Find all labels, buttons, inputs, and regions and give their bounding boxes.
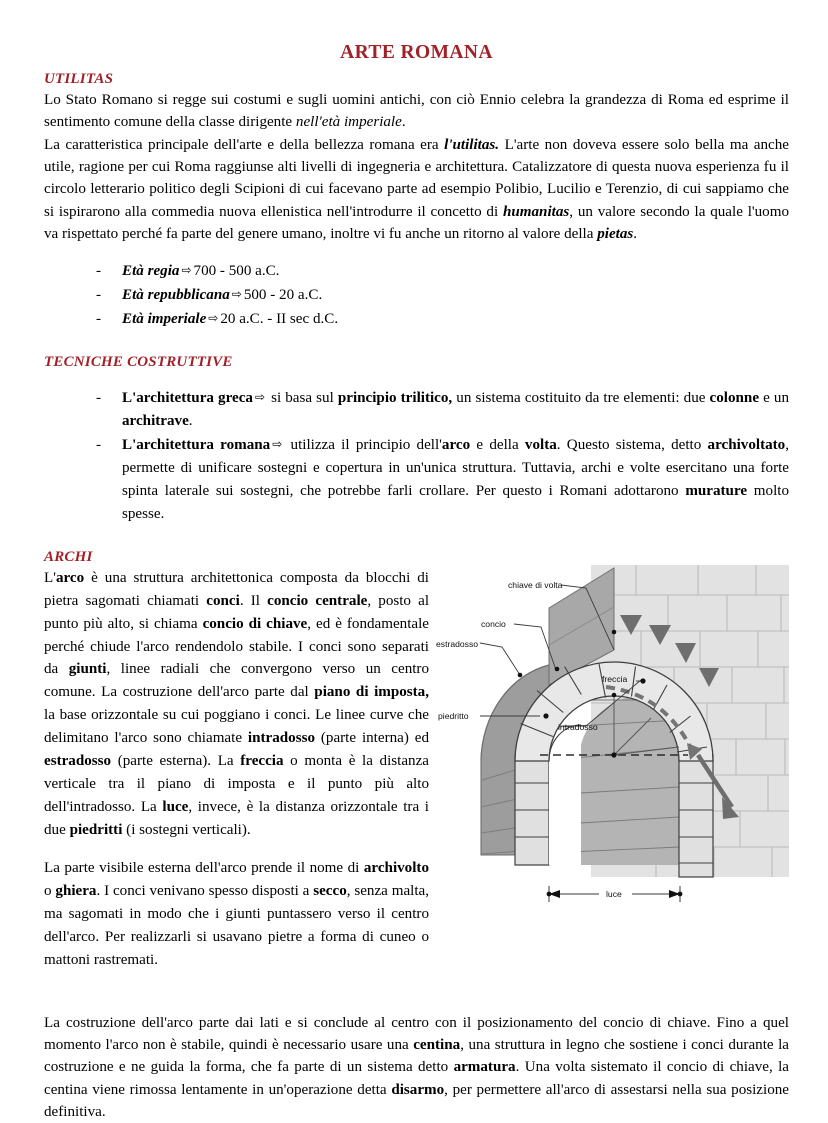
term-centina: centina [413, 1037, 461, 1053]
archi-p2-d: , senza malta, ma sagomati in modo che i giunti puntassero verso il centro dell'arco. Per realizzarli si usavano pietre a forma di cuneo o mattoni rastremati. [44, 882, 430, 968]
utilitas-term-humanitas: humanitas [502, 203, 570, 220]
romana-t2: e della [470, 436, 525, 453]
greca-t3: e un [759, 390, 789, 407]
list-item [96, 308, 789, 331]
closing-d: , per permettere all'arco di assestarsi nella sua posizione definitiva. [44, 1081, 789, 1120]
term-ghiera: ghiera [55, 882, 97, 899]
greca-b3: architrave [122, 413, 189, 430]
arrow-icon: ⇨ [231, 287, 242, 302]
romana-t4: , permette di unificare sostegni e copertura in un'unica struttura. Tuttavia, archi e volte esercitano una forte spinta laterale sui sostegni, che potrebbe farli crollare. Per questo i Romani adottarono [122, 436, 789, 499]
archi-p2-c: . I conci venivano spesso disposti a [96, 882, 314, 899]
greca-t1: si basa sul [267, 390, 338, 407]
term-disarmo: disarmo [391, 1081, 445, 1098]
architettura-romana-term: L'architettura romana [122, 436, 271, 453]
utilitas-paragraph-1 [44, 89, 789, 134]
utilitas-p1-end: . [401, 114, 406, 131]
greca-t2: un sistema costituito da tre elementi: due [452, 390, 710, 407]
archi-p1-b: è una struttura architettonica composta da blocchi di pietra sagomati chiamati [44, 569, 429, 609]
arrow-icon: ⇨ [181, 263, 192, 278]
archi-p1-i: (parte esterna). La [111, 753, 241, 770]
term-secco: secco [313, 882, 347, 899]
archi-p1-d: , posto al punto più alto, si chiama [44, 592, 430, 632]
list-item [96, 260, 789, 283]
archi-paragraph-1 [44, 567, 429, 842]
romana-t1: utilizza il principio dell' [284, 436, 442, 453]
label-estradosso: estradosso [436, 638, 479, 649]
utilitas-p2-b: L'arte non doveva essere solo bella ma anche utile, ragione per cui Roma raggiunse alti livelli di ingegneria e architettura. Catalizzatore di questa nuova esperienza fu il circolo letterario politico degli Scipioni di cui facevano parte ad esempio Polibio, Lucilio e Terenzio, di cui sappiamo che si ispirarono alla commedia nuova ellenistica nell'introdurre il concetto di [44, 136, 789, 220]
term-armatura: armatura [453, 1059, 516, 1076]
romana-t3: . Questo sistema, detto [556, 436, 708, 453]
section-heading-utilitas: UTILITAS [44, 71, 114, 87]
term-concio-centrale: concio centrale [267, 592, 368, 609]
romana-b3: archivoltato [707, 436, 786, 453]
eta-regia-term: Età regia [122, 263, 180, 280]
term-giunti: giunti [68, 661, 107, 678]
label-freccia: freccia [602, 673, 628, 684]
architettura-greca-term: L'architettura greca [122, 390, 253, 407]
eta-repubblicana-term: Età repubblicana [122, 287, 230, 304]
arrow-icon: ⇨ [272, 436, 283, 451]
utilitas-p1-italic: nell'età imperiale [295, 114, 402, 131]
archi-p1-j: o monta è la distanza verticale tra il piano di imposta e il punto più alto dell'intradosso. La [44, 753, 429, 816]
romana-t5: molto spesse. [122, 482, 790, 522]
term-archivolto: archivolto [363, 859, 429, 876]
term-intradosso: intradosso [247, 730, 316, 747]
arrow-icon: ⇨ [208, 311, 219, 326]
term-freccia: freccia [240, 753, 284, 770]
arrow-icon: ⇨ [254, 390, 266, 405]
term-concio-di-chiave: concio di chiave [202, 615, 308, 632]
utilitas-term-pietas: pietas [597, 225, 634, 242]
greca-b2: colonne [709, 390, 760, 407]
arch-anatomy-diagram [436, 555, 789, 910]
term-conci: conci [206, 592, 240, 609]
archi-p1-k: , invece, è la distanza orizzontale tra i due [44, 799, 429, 839]
label-luce: luce [606, 888, 622, 899]
archi-p1-e: , ed è fondamentale perché chiude l'arco rendendolo stabile. I conci sono separati da [44, 615, 430, 678]
romana-b1: arco [441, 436, 471, 453]
closing-c: . Una volta sistemato il concio di chiave, la centina viene rimossa lentamente in un'operazione detta [44, 1059, 790, 1098]
term-luce: luce [162, 799, 189, 816]
list-item [96, 387, 789, 433]
archi-p1-h: (parte interna) ed [315, 730, 429, 747]
greca-t4: . [188, 413, 193, 430]
label-piedritto: piedritto [438, 710, 469, 721]
pier-left [515, 755, 549, 865]
eta-regia-value: 700 - 500 a.C. [193, 263, 280, 280]
utilitas-p2-c: , un valore secondo la quale l'uomo va rispettato perché fa parte del genere umano, inoltre vi fu anche un ritorno al valore della [44, 203, 789, 242]
eta-repubblicana-value: 500 - 20 a.C. [243, 287, 323, 304]
term-estradosso: estradosso [44, 753, 112, 770]
eta-imperiale-value: 20 a.C. - II sec d.C. [220, 311, 339, 328]
eta-imperiale-term: Età imperiale [122, 311, 207, 328]
term-piano-di-imposta: piano di imposta, [314, 684, 429, 701]
utilitas-p2-d: . [633, 225, 638, 242]
utilitas-p2-a: La caratteristica principale dell'arte e della bellezza romana era [44, 136, 445, 153]
archi-p1-g: la base orizzontale su cui poggiano i conci. Le linee curve che delimitano l'arco sono chiamate [44, 707, 429, 747]
archi-p1-l: (i sostegni verticali). [122, 822, 251, 839]
romana-b2: volta [524, 436, 557, 453]
romana-b4: murature [685, 482, 748, 499]
archi-p1-f: , linee radiali che convergono verso un centro comune. La costruzione dell'arco parte dal [44, 661, 430, 701]
archi-p2-b: o [44, 882, 56, 899]
archi-section [44, 549, 789, 972]
closing-paragraph [44, 1012, 789, 1123]
archi-p1-c: . Il [239, 592, 268, 609]
utilitas-p1-text: Lo Stato Romano si regge sui costumi e sugli uomini antichi, con ciò Ennio celebra la grandezza di Roma ed esprime il sentimento comune della classe dirigente [44, 92, 789, 131]
term-piedritti: piedritti [69, 822, 123, 839]
label-chiave-di-volta: chiave di volta [508, 579, 563, 590]
list-item [96, 284, 789, 307]
page-title: ARTE ROMANA [340, 42, 493, 63]
archi-text-column [44, 549, 429, 972]
document-content [44, 42, 789, 1123]
closing-a: La costruzione dell'arco parte dai lati e si conclude al centro con il posizionamento del concio di chiave. Fino a quel momento l'arco non è stabile, quindi è necessario usare una [44, 1014, 789, 1053]
eta-list [44, 260, 789, 331]
term-arco: arco [55, 569, 85, 586]
section-heading-archi: ARCHI [44, 548, 93, 565]
section-heading-tecniche: TECNICHE COSTRUTTIVE [44, 354, 233, 371]
closing-b: , una struttura in legno che sostiene i conci durante la costruzione e ne guida la forma, che fa parte di un sistema detto [44, 1037, 789, 1076]
archi-paragraph-2 [44, 857, 429, 972]
arch-opening-void [549, 725, 581, 865]
greca-b1: principio trilitico, [337, 390, 453, 407]
utilitas-paragraph-2 [44, 134, 789, 246]
utilitas-term-utilitas: l'utilitas. [444, 136, 500, 153]
list-item [96, 434, 789, 526]
label-concio: concio [481, 618, 506, 629]
archi-p2-a: La parte visibile esterna dell'arco prende il nome di [44, 859, 364, 876]
tecniche-list [44, 387, 789, 526]
label-intradosso: intradosso [558, 721, 598, 732]
archi-p1-a: L' [44, 569, 56, 586]
